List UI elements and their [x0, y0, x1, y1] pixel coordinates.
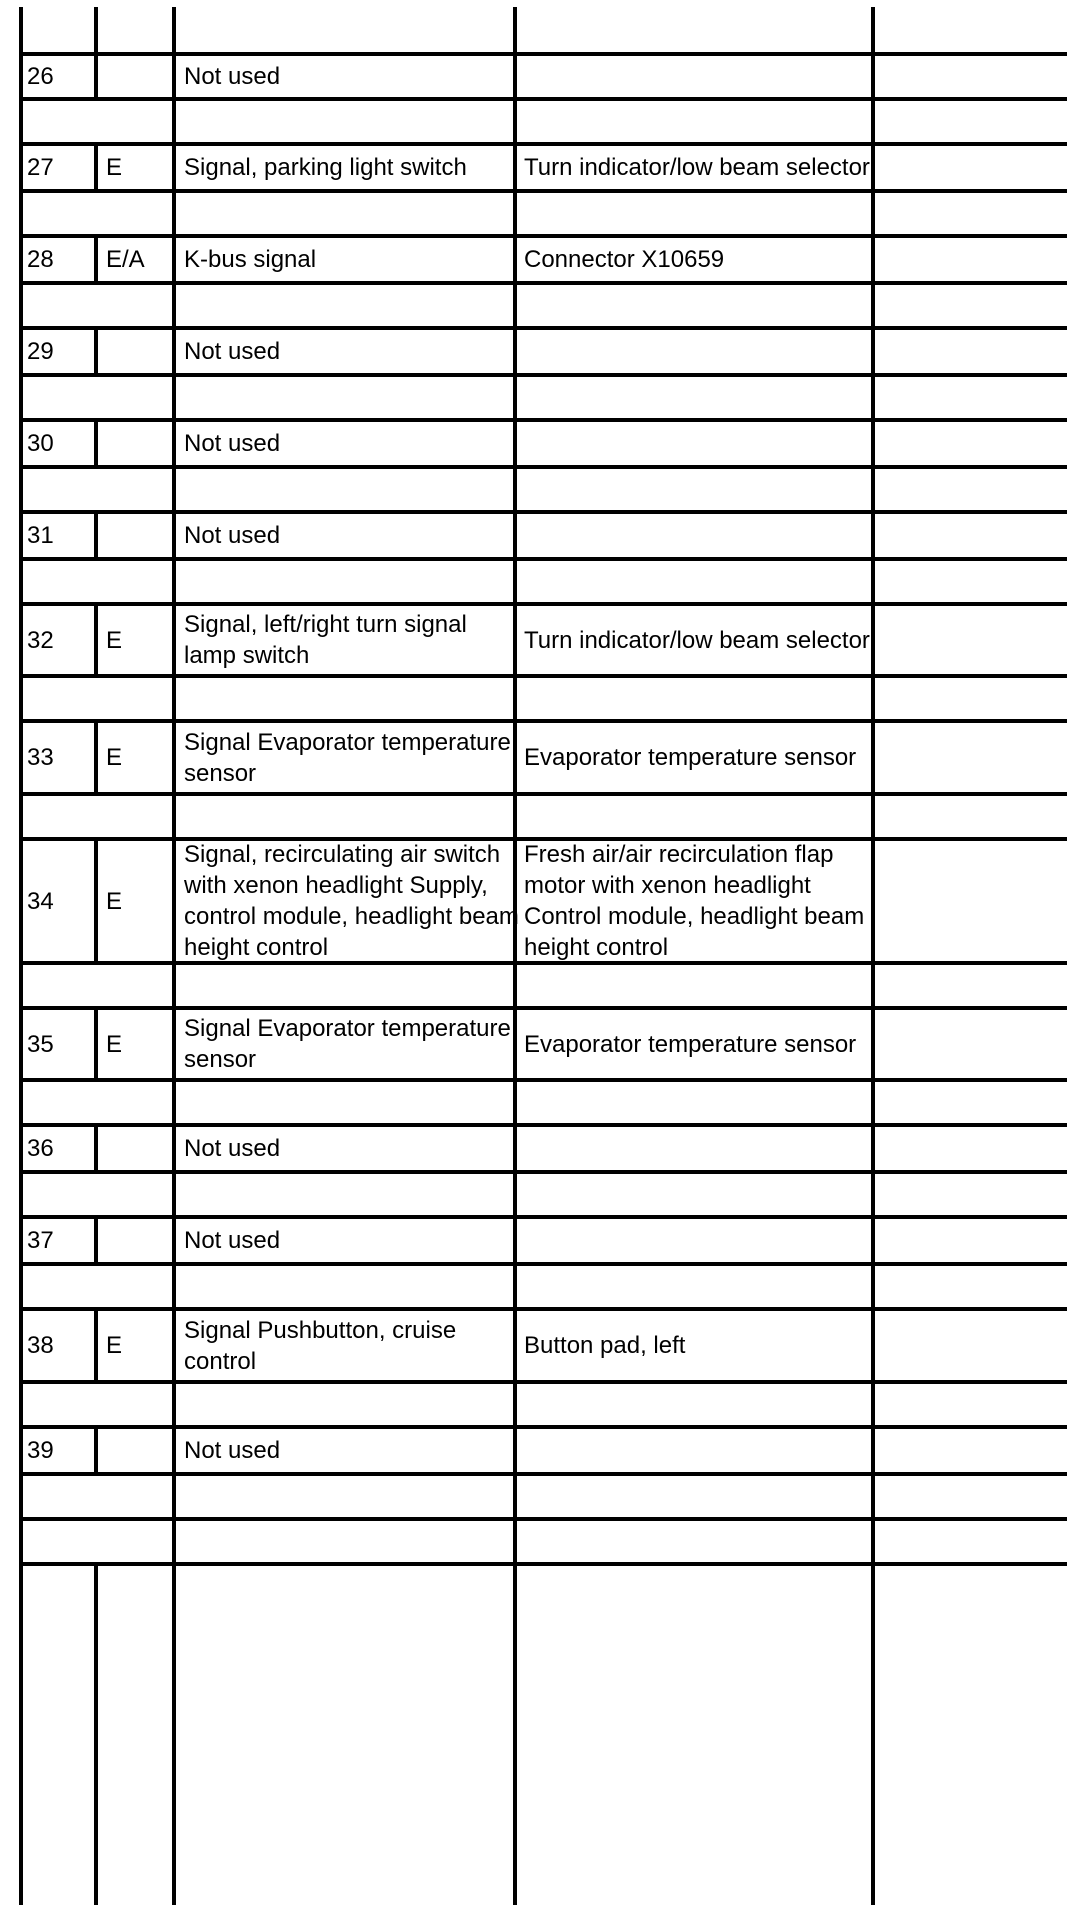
signal-description-cell: [184, 1010, 510, 1078]
pin-type-cell: [106, 330, 170, 373]
horizontal-rule: [19, 1517, 1067, 1521]
connection-text: Connector X10659: [524, 246, 725, 273]
column-divider: [94, 837, 98, 965]
pin-type-cell: [106, 723, 170, 792]
signal-description-cell: [184, 238, 510, 281]
connection-cell: [524, 56, 868, 97]
horizontal-rule: [19, 1170, 1067, 1174]
signal-description-cell: [184, 422, 510, 465]
pin-type-cell: [106, 1010, 170, 1078]
pin-number-cell: [27, 1010, 91, 1078]
pin-type-text: E: [106, 626, 123, 654]
signal-description-text: Signal Evaporator temperature sensor: [184, 728, 511, 787]
signal-description-cell: [184, 723, 510, 792]
column-divider: [94, 234, 98, 285]
pin-number-text: 33: [27, 744, 54, 771]
column-divider: [94, 326, 98, 377]
signal-description-cell: [184, 330, 510, 373]
connection-cell: [524, 1010, 868, 1078]
signal-description-text: Signal, left/right turn signal lamp switch: [184, 611, 467, 669]
pin-type-text: E: [106, 887, 123, 915]
pin-type-text: E/A: [106, 246, 145, 273]
pin-number-text: 37: [27, 1227, 54, 1254]
signal-description-text: K-bus signal: [184, 246, 317, 273]
pin-type-cell: [106, 1219, 170, 1262]
connection-cell: [524, 723, 868, 792]
pin-number-cell: [27, 1311, 91, 1380]
pin-type-cell: [106, 146, 170, 189]
connection-cell: [524, 514, 868, 557]
horizontal-rule: [19, 1562, 1067, 1566]
signal-description-text: Signal Pushbutton, cruise control: [184, 1316, 457, 1375]
connection-cell: [524, 606, 868, 674]
horizontal-rule: [19, 281, 1067, 285]
pin-type-cell: [106, 238, 170, 281]
horizontal-rule: [19, 557, 1067, 561]
signal-description-cell: [184, 606, 510, 674]
horizontal-rule: [19, 97, 1067, 101]
connection-cell: [524, 238, 868, 281]
pin-number-cell: [27, 1429, 91, 1472]
connection-cell: [524, 841, 868, 961]
horizontal-rule: [19, 465, 1067, 469]
connection-text: Button pad, left: [524, 1332, 686, 1359]
connection-cell: [524, 1219, 868, 1262]
pin-number-cell: [27, 841, 91, 961]
connection-cell: [524, 422, 868, 465]
column-divider: [94, 1562, 98, 1905]
signal-description-cell: [184, 1127, 510, 1170]
pin-type-cell: [106, 841, 170, 961]
connection-cell: [524, 1429, 868, 1472]
connection-cell: [524, 146, 868, 189]
signal-description-text: Not used: [184, 1227, 281, 1254]
pin-number-cell: [27, 1127, 91, 1170]
table-right-border: [871, 7, 875, 1905]
column-divider: [94, 7, 98, 52]
column-divider: [94, 142, 98, 193]
pin-number-text: 31: [27, 522, 54, 549]
connection-text: Turn indicator/low beam selector: [524, 154, 870, 181]
signal-description-cell: [184, 1429, 510, 1472]
connection-text: Evaporator temperature sensor: [524, 1030, 857, 1058]
pin-type-cell: [106, 56, 170, 97]
column-divider: [94, 1123, 98, 1174]
pin-number-text: 26: [27, 63, 54, 90]
pin-number-text: 30: [27, 430, 54, 457]
table-left-border: [19, 7, 23, 1905]
pin-number-text: 32: [27, 626, 54, 654]
pin-number-text: 36: [27, 1135, 54, 1162]
column-divider: [94, 1307, 98, 1384]
connection-text: Fresh air/air recirculation flap motor with xenon headlight Control module, headlight beam height control: [524, 841, 865, 961]
column-divider: [94, 510, 98, 561]
pin-number-text: 29: [27, 338, 54, 365]
horizontal-rule: [19, 189, 1067, 193]
signal-description-cell: [184, 146, 510, 189]
horizontal-rule: [19, 674, 1067, 678]
column-divider: [94, 1006, 98, 1082]
signal-description-text: Not used: [184, 430, 281, 457]
pin-number-text: 27: [27, 154, 54, 181]
column-divider: [94, 1215, 98, 1266]
signal-description-text: Not used: [184, 338, 281, 365]
connection-cell: [524, 330, 868, 373]
connection-cell: [524, 1127, 868, 1170]
signal-description-cell: [184, 514, 510, 557]
pin-number-cell: [27, 1219, 91, 1262]
pin-number-text: 28: [27, 246, 54, 273]
column-divider: [94, 52, 98, 101]
signal-description-text: Signal Evaporator temperature sensor: [184, 1015, 511, 1073]
pin-number-cell: [27, 238, 91, 281]
pin-type-cell: [106, 422, 170, 465]
column-divider: [172, 7, 176, 1905]
horizontal-rule: [19, 1078, 1067, 1082]
connection-text: Evaporator temperature sensor: [524, 744, 857, 771]
signal-description-cell: [184, 841, 519, 961]
pin-number-text: 39: [27, 1437, 54, 1464]
horizontal-rule: [19, 373, 1067, 377]
signal-description-text: Not used: [184, 63, 281, 90]
signal-description-text: Not used: [184, 1437, 281, 1464]
pin-number-cell: [27, 56, 91, 97]
pin-number-cell: [27, 606, 91, 674]
horizontal-rule: [19, 1472, 1067, 1476]
signal-description-text: Signal, parking light switch: [184, 154, 467, 181]
pin-number-cell: [27, 422, 91, 465]
pin-number-cell: [27, 146, 91, 189]
pin-type-text: E: [106, 744, 123, 771]
column-divider: [94, 1425, 98, 1476]
horizontal-rule: [19, 792, 1067, 796]
horizontal-rule: [19, 1380, 1067, 1384]
pin-number-text: 35: [27, 1030, 54, 1058]
pin-type-cell: [106, 1429, 170, 1472]
pin-type-text: E: [106, 1332, 123, 1359]
signal-description-text: Signal, recirculating air switch with xenon headlight Supply, control module, headlight beam height control: [184, 841, 519, 961]
signal-description-text: Not used: [184, 1135, 281, 1162]
pin-type-cell: [106, 1311, 170, 1380]
pin-number-text: 34: [27, 887, 54, 915]
signal-description-cell: [184, 56, 510, 97]
signal-description-cell: [184, 1311, 510, 1380]
pin-number-text: 38: [27, 1332, 54, 1359]
signal-description-cell: [184, 1219, 510, 1262]
pin-type-text: E: [106, 154, 123, 181]
pin-number-cell: [27, 330, 91, 373]
pin-number-cell: [27, 723, 91, 792]
pin-type-cell: [106, 606, 170, 674]
column-divider: [94, 418, 98, 469]
column-divider: [94, 719, 98, 796]
signal-description-text: Not used: [184, 522, 281, 549]
pin-type-text: E: [106, 1030, 123, 1058]
pin-type-cell: [106, 514, 170, 557]
column-divider: [94, 602, 98, 678]
pin-number-cell: [27, 514, 91, 557]
horizontal-rule: [19, 1262, 1067, 1266]
connection-text: Turn indicator/low beam selector: [524, 626, 870, 654]
pin-type-cell: [106, 1127, 170, 1170]
connection-cell: [524, 1311, 868, 1380]
